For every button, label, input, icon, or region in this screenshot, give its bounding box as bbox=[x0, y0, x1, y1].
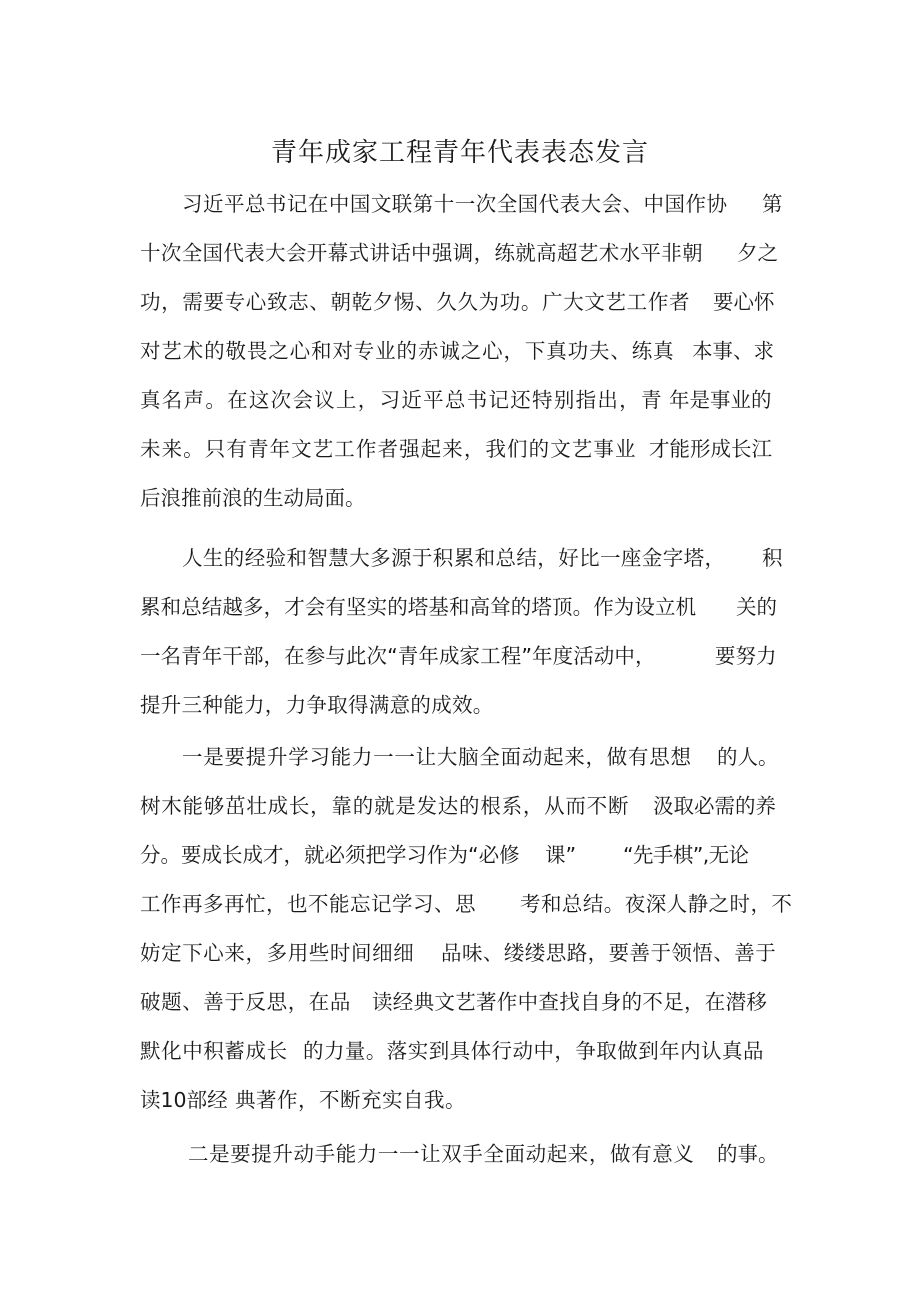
text-line bbox=[0, 592, 920, 622]
text-run: 破题、善于反思，在品 bbox=[140, 990, 351, 1014]
text-line bbox=[0, 434, 920, 464]
text-run: 提升三种能力，力争取得满意的成效。 bbox=[140, 693, 494, 717]
text-run: 工作再多再忙，也不能忘记学习、思 bbox=[140, 892, 476, 916]
text-run: 真名声。在这次会议上，习近平总书记还特别指出，青 bbox=[140, 388, 663, 412]
text-run: 要努力 bbox=[715, 644, 777, 668]
text-line bbox=[0, 1139, 920, 1169]
text-run: 的事。 bbox=[717, 1142, 779, 1166]
text-run: 二是要提升动手能力一一让双手全面动起来，做有意义 bbox=[188, 1142, 695, 1166]
text-line bbox=[0, 938, 920, 968]
text-run: 本事、求 bbox=[692, 339, 774, 363]
text-run: 后浪推前浪的生动局面。 bbox=[140, 486, 366, 510]
text-run: 年是事业的 bbox=[669, 388, 772, 412]
text-line bbox=[0, 1036, 920, 1066]
text-line bbox=[0, 889, 920, 919]
text-run: 要心怀 bbox=[713, 290, 775, 314]
text-run: 累和总结越多，才会有坚实的塔基和高耸的塔顶。作为设立机 bbox=[140, 595, 697, 619]
text-line bbox=[0, 742, 920, 772]
text-run: 读10部经 bbox=[140, 1088, 228, 1112]
text-run: 才能形成长江 bbox=[649, 437, 772, 461]
text-run: 的力量。落实到具体行动中，争取做到年内认真品 bbox=[303, 1039, 764, 1063]
text-run: 积 bbox=[762, 546, 783, 570]
text-line bbox=[0, 791, 920, 821]
text-run: 典著作，不断充实自我。 bbox=[235, 1088, 466, 1112]
text-line bbox=[0, 1085, 920, 1115]
text-line bbox=[0, 189, 920, 219]
text-line bbox=[0, 238, 920, 268]
text-line bbox=[0, 336, 920, 366]
text-line bbox=[0, 840, 920, 870]
text-run: 夕之 bbox=[737, 241, 778, 265]
text-line bbox=[0, 987, 920, 1017]
text-run: 对艺术的敬畏之心和对专业的赤诚之心，下真功夫、练真 bbox=[140, 339, 675, 363]
text-line bbox=[0, 690, 920, 720]
text-run: 人生的经验和智慧大多源于积累和总结，好比一座金字塔， bbox=[182, 546, 726, 570]
text-run: 未来。只有青年文艺工作者强起来，我们的文艺事业 bbox=[140, 437, 637, 461]
text-run: 的人。 bbox=[717, 745, 779, 769]
text-line bbox=[0, 483, 920, 513]
text-run: “先手棋”,无论 bbox=[623, 843, 749, 867]
text-run: 读经典文艺著作中查找自身的不足，在潜移 bbox=[372, 990, 768, 1014]
document-title: 青年成家工程青年代表表态发言 bbox=[270, 138, 649, 168]
text-line bbox=[0, 385, 920, 415]
text-run: 妨定下心来，多用些时间细细 bbox=[140, 941, 415, 965]
text-line bbox=[0, 641, 920, 671]
text-run: 关的 bbox=[736, 595, 777, 619]
text-run: 汲取必需的养 bbox=[653, 794, 776, 818]
text-run: 分。要成长成才，就必须把学习作为“必修 bbox=[140, 843, 520, 867]
text-run: 第 bbox=[762, 192, 783, 216]
text-run: 树木能够茁壮成长，靠的就是发达的根系，从而不断 bbox=[140, 794, 630, 818]
text-run: 功，需要专心致志、朝乾夕惕、久久为功。广大文艺工作者 bbox=[140, 290, 691, 314]
text-run: 一名青年干部，在参与此次“青年成家工程”年度活动中， bbox=[140, 644, 656, 668]
text-line bbox=[0, 543, 920, 573]
text-line bbox=[0, 287, 920, 317]
text-run: 考和总结。夜深人静之时，不 bbox=[520, 892, 793, 916]
text-run: 品味、缕缕思路，要善于领悟、善于 bbox=[441, 941, 777, 965]
text-run: 习近平总书记在中国文联第十一次全国代表大会、中国作协 bbox=[182, 192, 728, 216]
text-run: 十次全国代表大会开幕式讲话中强调，练就高超艺术水平非朝 bbox=[140, 241, 703, 265]
text-run: 默化中积蓄成长 bbox=[140, 1039, 288, 1063]
text-run: 一是要提升学习能力一一让大脑全面动起来，做有思想 bbox=[182, 745, 692, 769]
text-run: 课” bbox=[545, 843, 577, 867]
